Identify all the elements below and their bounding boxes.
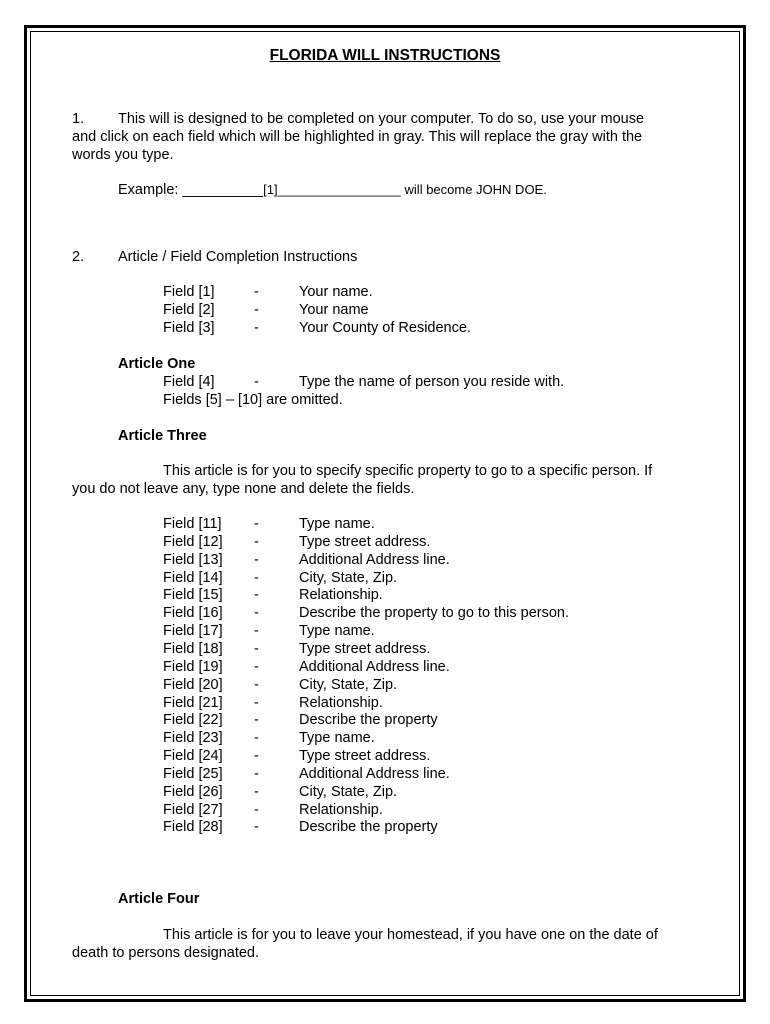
field-label: Field [23]	[163, 730, 223, 747]
field-dash: -	[254, 819, 259, 836]
section-1-line-2: and click on each field which will be highlighted in gray. This will replace the gray with the	[72, 129, 643, 145]
field-dash: -	[254, 640, 259, 657]
field-dash: -	[254, 605, 259, 622]
example-label: Example: __________	[118, 182, 264, 198]
field-label: Field [12]	[163, 533, 223, 550]
field-label: Field [14]	[163, 569, 223, 586]
field-label: Field [27]	[163, 801, 223, 818]
field-label: Field [3]	[163, 319, 215, 336]
field-dash: -	[254, 623, 259, 640]
field-label: Field [11]	[163, 516, 222, 532]
article-four-paragraph-line-1: This article is for you to leave your homestead, if you have one on the date of	[163, 927, 658, 943]
field-description: City, State, Zip.	[299, 676, 398, 693]
section-2-heading: Article / Field Completion Instructions	[118, 249, 358, 265]
field-dash: -	[254, 676, 259, 693]
field-description: Additional Address line.	[299, 658, 450, 675]
field-dash: -	[254, 301, 259, 318]
field-description: Type name.	[299, 516, 375, 532]
field-description: Describe the property	[299, 712, 438, 729]
field-description: City, State, Zip.	[299, 783, 398, 800]
field-dash: -	[254, 516, 259, 532]
field-description: Describe the property	[299, 819, 438, 836]
field-description: Type street address.	[299, 533, 431, 550]
section-1-line-3: words you type.	[72, 147, 174, 163]
article-one-heading: Article One	[118, 356, 196, 372]
field-description: Type street address.	[299, 748, 431, 765]
field-dash: -	[254, 801, 259, 818]
field-description: Describe the property to go to this person.	[299, 605, 570, 622]
article-four-heading: Article Four	[118, 891, 200, 907]
field-dash: -	[254, 765, 259, 782]
article-three-paragraph-line-2: you do not leave any, type none and delete the fields.	[72, 481, 415, 497]
field-label: Field [18]	[163, 640, 223, 657]
article-one-omitted-note: Fields [5] – [10] are omitted.	[163, 392, 343, 408]
field-label: Field [13]	[163, 551, 223, 568]
field-label: Field [19]	[163, 658, 223, 675]
field-description: Type the name of person you reside with.	[299, 374, 565, 390]
field-dash: -	[254, 658, 259, 675]
field-description: Relationship.	[299, 587, 383, 604]
field-label: Field [22]	[163, 712, 223, 729]
article-four-paragraph-line-2: death to persons designated.	[72, 945, 260, 961]
field-label: Field [4]	[163, 374, 215, 390]
section-1-line-1: This will is designed to be completed on your computer. To do so, use your mouse	[118, 111, 645, 127]
field-label: Field [2]	[163, 301, 215, 318]
field-label: Field [21]	[163, 694, 223, 711]
field-description: Relationship.	[299, 694, 383, 711]
field-dash: -	[254, 551, 259, 568]
field-label: Field [25]	[163, 765, 223, 782]
section-2-number: 2.	[72, 249, 85, 265]
field-description: City, State, Zip.	[299, 569, 398, 586]
document-title: FLORIDA WILL INSTRUCTIONS	[269, 47, 501, 64]
field-description: Type name.	[299, 730, 375, 747]
field-dash: -	[254, 730, 259, 747]
field-dash: -	[254, 374, 259, 390]
field-label: Field [1]	[163, 284, 215, 300]
field-description: Type street address.	[299, 640, 431, 657]
field-label: Field [16]	[163, 605, 223, 622]
example-line	[118, 181, 547, 199]
field-label: Field [28]	[163, 819, 223, 836]
section-1-number: 1.	[72, 111, 85, 127]
field-label: Field [17]	[163, 623, 223, 640]
field-description: Type name.	[299, 623, 375, 640]
field-dash: -	[254, 587, 259, 604]
field-label: Field [20]	[163, 676, 223, 693]
page-border-inner	[30, 31, 740, 996]
field-description: Your name	[299, 301, 369, 318]
field-description: Additional Address line.	[299, 551, 450, 568]
example-field: [1]_________________	[263, 182, 401, 197]
field-description: Additional Address line.	[299, 765, 450, 782]
field-dash: -	[254, 569, 259, 586]
article-three-paragraph-line-1: This article is for you to specify specific property to go to a specific person. If	[163, 463, 653, 479]
field-label: Field [24]	[163, 748, 223, 765]
field-description: Your name.	[299, 284, 373, 300]
field-dash: -	[254, 694, 259, 711]
field-dash: -	[254, 712, 259, 729]
example-result: will become JOHN DOE.	[404, 182, 547, 197]
field-dash: -	[254, 319, 259, 336]
field-description: Relationship.	[299, 801, 383, 818]
field-dash: -	[254, 748, 259, 765]
field-dash: -	[254, 783, 259, 800]
field-label: Field [26]	[163, 783, 223, 800]
field-dash: -	[254, 533, 259, 550]
field-label: Field [15]	[163, 587, 223, 604]
field-description: Your County of Residence.	[299, 319, 471, 336]
field-dash: -	[254, 284, 259, 300]
article-three-heading: Article Three	[118, 428, 207, 444]
